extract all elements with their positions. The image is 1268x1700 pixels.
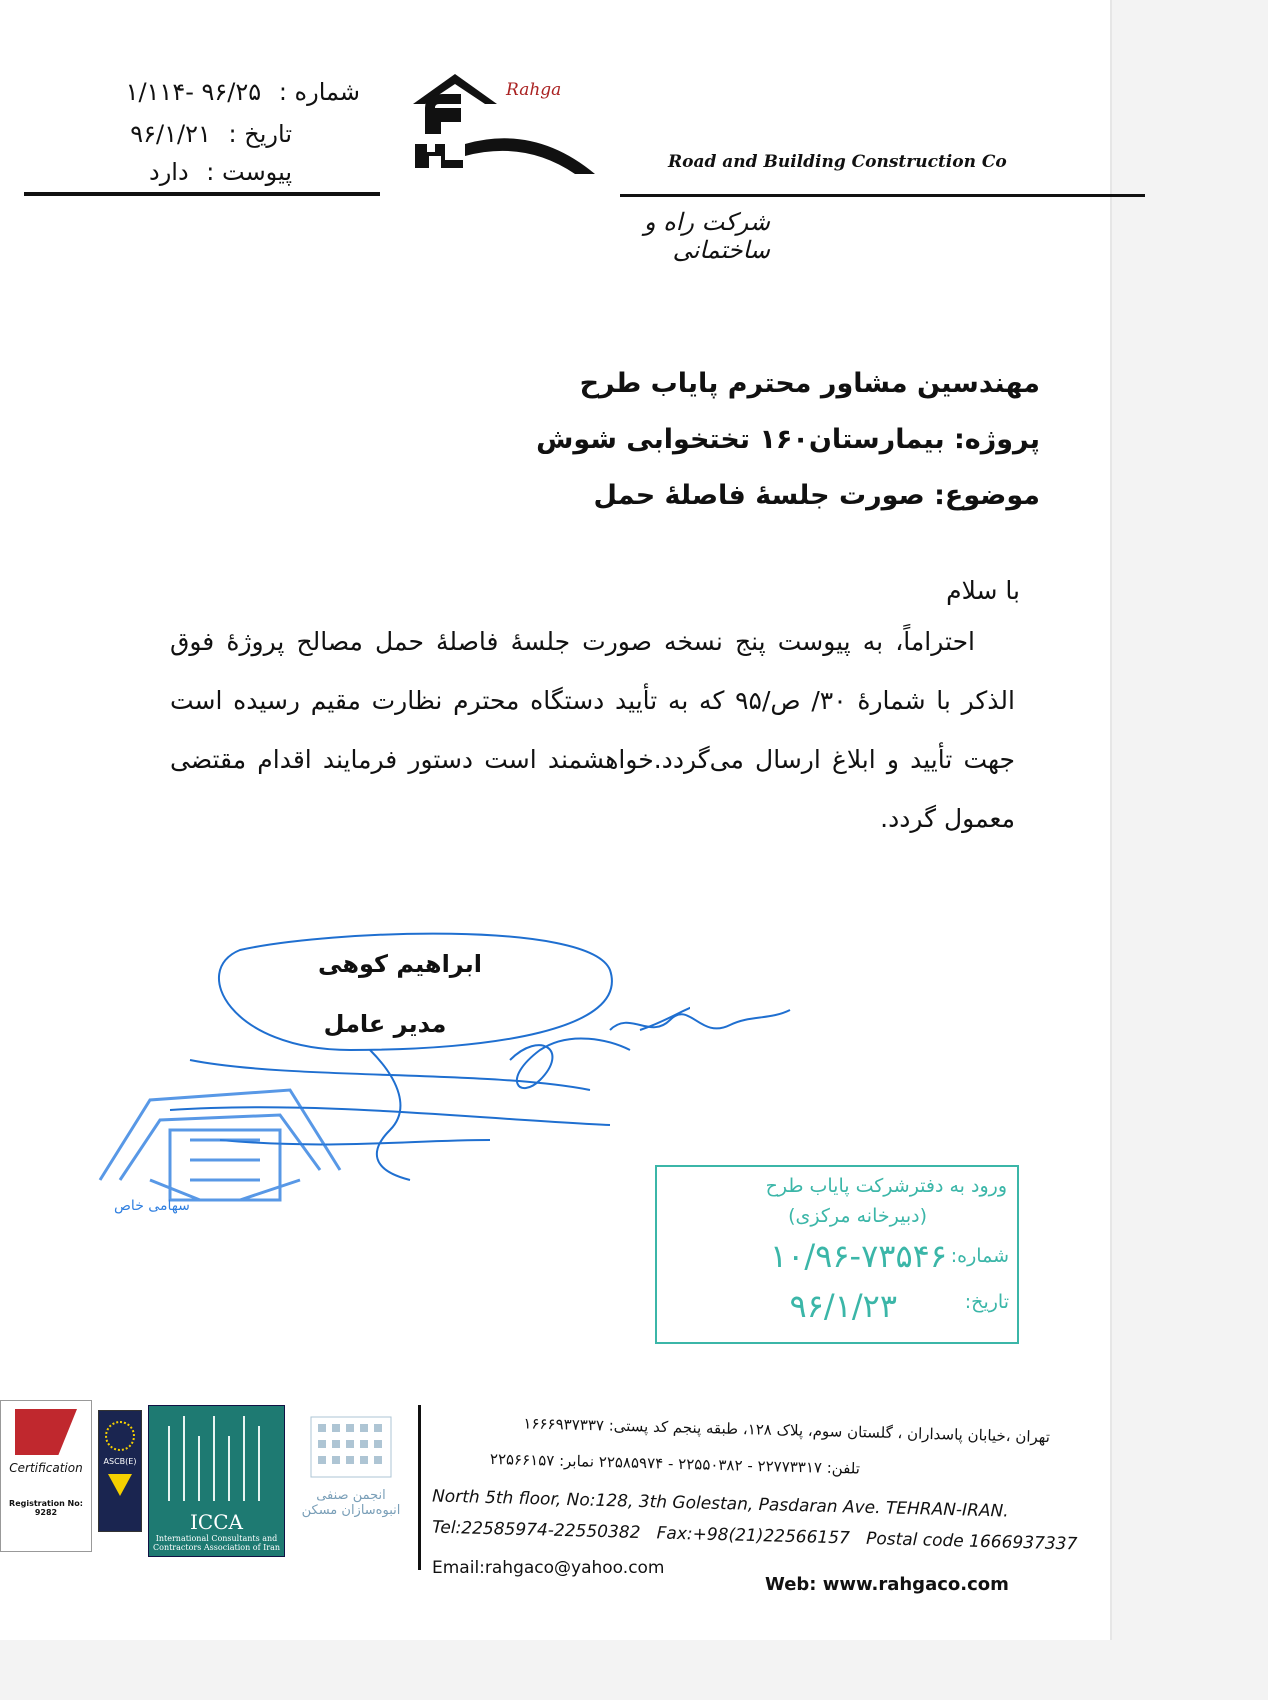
project-line: پروژه: بیمارستان۱۶۰ تختخوابی شوش [536, 424, 1040, 455]
footer-contact-en [432, 1518, 1078, 1555]
certification-badge [0, 1400, 92, 1552]
letter-date-value: ۹۶/۱/۲۱ [130, 120, 211, 148]
ascb-badge [98, 1410, 142, 1532]
signature-handwriting-icon [600, 1000, 800, 1050]
footer-phone-fa: تلفن: ۲۲۷۷۳۳۱۷ - ۲۲۵۵۰۳۸۲ - ۲۲۵۸۵۹۷۴ نمابر: ۲۲۵۶۶۱۵۷ [489, 1449, 861, 1478]
signature-handwriting [600, 1000, 800, 1050]
received-stamp [655, 1165, 1019, 1344]
anjoman-badge [296, 1412, 406, 1542]
footer-vertical-rule [418, 1405, 421, 1570]
received-stamp-number-value: ۱۰/۹۶-۷۳۵۴۶ [769, 1237, 947, 1275]
received-stamp-line2: (دبیرخانه مرکزی) [788, 1205, 927, 1227]
anjoman-line1: انجمن صنفی [316, 1488, 386, 1503]
header-rule-left [24, 192, 380, 196]
company-name-fa: شرکت راه و ساختمانی [643, 208, 770, 264]
subject-line: موضوع: صورت جلسهٔ فاصلهٔ حمل [593, 480, 1040, 511]
header-rule-right [620, 194, 1145, 197]
received-stamp-number-label: شماره: [950, 1245, 1009, 1267]
recipient-line: مهندسین مشاور محترم پایاب طرح [579, 368, 1040, 399]
signatory-name: ابراهیم کوهی [318, 950, 482, 978]
footer-postal-en: Postal code 1666937337 [865, 1528, 1078, 1555]
ascb-label: ASCB(E) [103, 1457, 137, 1466]
letter-date-line [60, 120, 292, 148]
footer-website[interactable]: Web: www.rahgaco.com [765, 1574, 1009, 1595]
cert-label: Certification [9, 1461, 83, 1475]
icca-columns-icon [149, 1406, 284, 1506]
ascb-star-icon [105, 1421, 135, 1451]
greeting: با سلام [946, 576, 1020, 605]
seal-caption: سهامی خاص [114, 1198, 190, 1214]
footer-fax-en: Fax:+98(21)22566157 [656, 1523, 851, 1549]
letter-attachment-line [110, 158, 292, 186]
received-stamp-line1: ورود به دفترشرکت پایاب طرح [765, 1175, 1007, 1197]
letter-attachment-label: پیوست : [206, 158, 292, 186]
anjoman-building-icon [306, 1412, 396, 1482]
icca-full-name: International Consultants and Contractors Association of Iran [153, 1534, 281, 1552]
cert-logo-icon [15, 1409, 77, 1455]
footer-address-fa: تهران ،خیابان پاسداران ، گلستان سوم، پلاک ۱۲۸، طبقه پنجم کد پستی: ۱۶۶۶۹۳۷۳۳۷ [523, 1414, 1051, 1447]
letter-number-line [60, 78, 360, 106]
icca-badge [148, 1405, 285, 1557]
company-name-en: Road and Building Construction Co [668, 152, 1007, 172]
logo-latin-text: Rahga [506, 80, 562, 100]
footer-address-en: North 5th floor, No:128, 3th Golestan, Pasdaran Ave. TEHRAN-IRAN. [431, 1486, 1009, 1522]
footer-phone-en: Tel:22585974-22550382 [431, 1517, 641, 1544]
letter-date-label: تاریخ : [228, 120, 292, 148]
letter-number-label: شماره : [278, 78, 360, 106]
cert-reg: Registration No: 9282 [9, 1499, 83, 1517]
letter-attachment-value: دارد [149, 158, 189, 186]
footer-email[interactable]: Email:rahgaco@yahoo.com [432, 1558, 665, 1578]
received-stamp-date-value: ۹۶/۱/۲۳ [789, 1287, 897, 1325]
ascb-check-icon [108, 1474, 132, 1496]
company-logo [405, 64, 605, 184]
icca-label: ICCA [190, 1510, 243, 1534]
letter-number-value: ۹۶/۲۵ -۱/۱۱۴ [125, 78, 262, 106]
signatory-title: مدیر عامل [323, 1010, 447, 1038]
received-stamp-date-label: تاریخ: [964, 1291, 1009, 1313]
anjoman-line2: انبوه‌سازان مسکن [301, 1503, 401, 1518]
rahga-logo-icon [405, 64, 605, 184]
letter-body-paragraph: احتراماً، به پیوست پنج نسخه صورت جلسهٔ فاصلهٔ حمل مصالح پروژهٔ فوق الذکر با شمارهٔ ۳۰/ ص/۹۵ که به تأیید دستگاه محترم نظارت مقیم رسیده است جهت تأیید و ابلاغ ارسال می‌گردد.خواهشمند است دستور فرمایند اقدام مقتضی معمول گردد. [170, 627, 1015, 833]
